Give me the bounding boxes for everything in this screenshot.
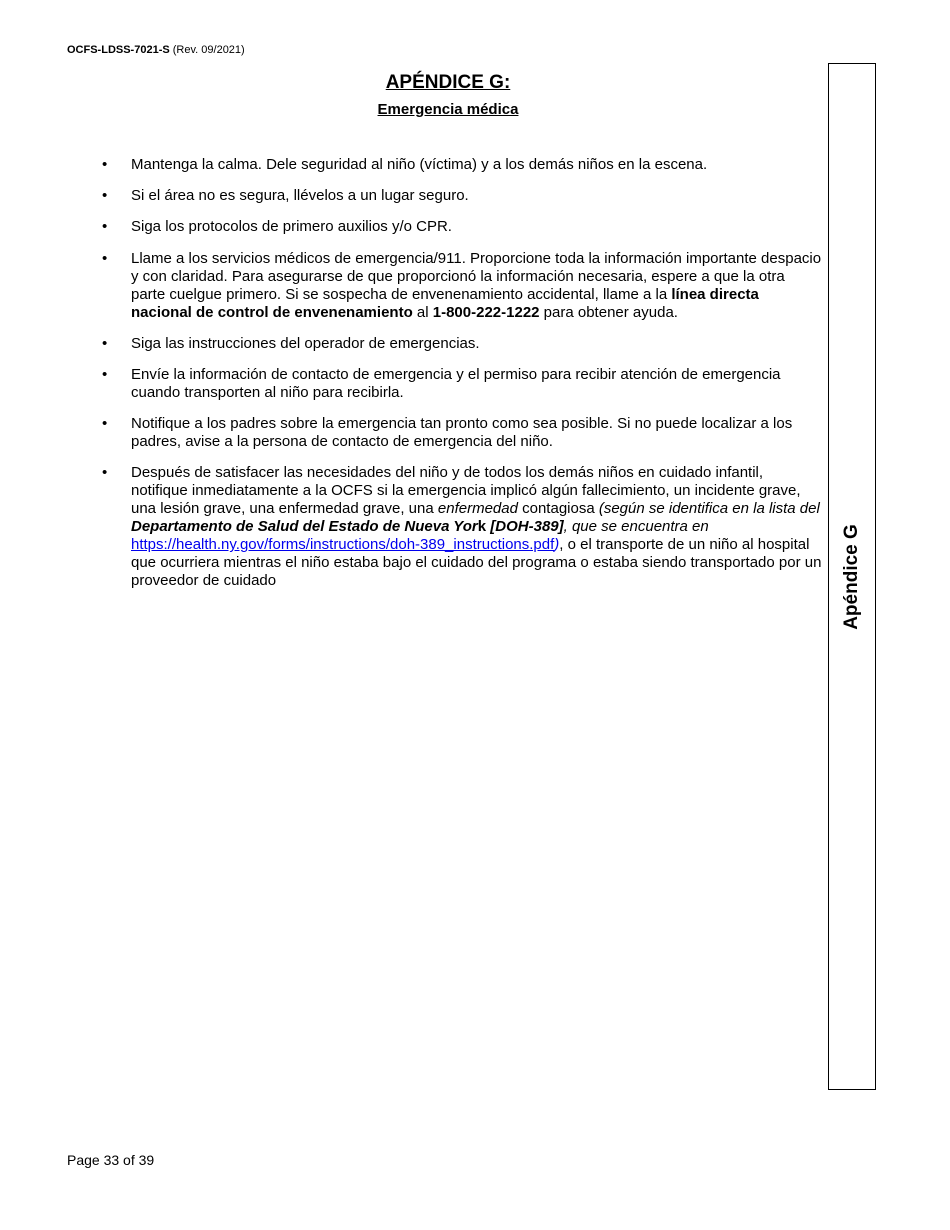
list-item: [100, 187, 822, 205]
item-text: Notifique a los padres sobre la emergencia tan pronto como sea posible. Si no puede localizar a los padres, avise a la persona de contacto de emergencia del niño.: [131, 415, 793, 451]
form-revision: (Rev. 09/2021): [169, 44, 245, 56]
page-title: APÉNDICE G:: [385, 72, 511, 93]
item-text: Siga los protocolos de primero auxilios y/o CPR.: [131, 218, 452, 236]
item-text: Llame a los servicios médicos de emergencia/911. Proporcione toda la información importante despacio y con claridad. Para asegurarse de que proporcionó la información necesaria, espere a que la otra parte cuelgue primero. Si se sospecha de envenenamiento accidental, llame a la: [131, 249, 822, 303]
item-text: al: [412, 303, 433, 321]
item-text: para obtener ayuda.: [539, 303, 678, 321]
item-text: Envíe la información de contacto de emergencia y el permiso para recibir atención de emergencia cuando transporten al niño para recibirla.: [131, 365, 781, 401]
bullet-icon: •: [102, 218, 108, 236]
list-item: [100, 366, 822, 402]
list-item: [100, 464, 822, 590]
doh-389-link[interactable]: https://health.ny.gov/forms/instructions/doh-389_instructions.pdf: [131, 536, 555, 554]
bullet-icon: •: [102, 187, 108, 205]
item-text: Mantenga la calma. Dele seguridad al niño (víctima) y a los demás niños en la escena.: [131, 156, 708, 173]
list-item: [100, 218, 822, 236]
list-item: [100, 156, 822, 174]
list-item: [100, 335, 822, 353]
item-italic-text: (según se identifica en la lista del: [598, 500, 820, 518]
bullet-icon: •: [102, 334, 108, 352]
bullet-icon: •: [102, 415, 108, 433]
bullet-icon: •: [102, 156, 108, 173]
instruction-list: [100, 156, 822, 604]
item-text: Después de satisfacer las necesidades del niño y de todos los demás niños en cuidado infantil, notifique inmediatamente a la OCFS si la emergencia implicó algún fallecimiento, un incidente grave, una lesión grave, una enfermedad grave, una: [131, 464, 801, 518]
poison-hotline-number: 1-800-222-1222: [432, 303, 540, 321]
bullet-icon: •: [102, 249, 108, 267]
health-dept-name: Departamento de Salud del Estado de Nueva York [DOH-389]: [131, 518, 564, 536]
side-tab-label: Apéndice G: [841, 524, 862, 630]
item-italic-text: , que se encuentra en: [563, 518, 709, 536]
bullet-icon: •: [102, 464, 108, 482]
form-code: [67, 44, 245, 56]
item-text: Si el área no es segura, llévelos a un lugar seguro.: [131, 187, 469, 205]
poison-hotline-label: línea directa nacional de control de envenenamiento: [131, 285, 759, 321]
form-code-number: OCFS-LDSS-7021-S: [67, 44, 170, 56]
page-number: Page 33 of 39: [67, 1152, 155, 1168]
page-subtitle: Emergencia médica: [377, 101, 519, 118]
list-item: [100, 250, 822, 322]
item-italic-text: enfermedad: [437, 500, 518, 518]
link-paren: ): [554, 536, 560, 554]
item-text: Siga las instrucciones del operador de emergencias.: [131, 334, 480, 352]
item-text: , o el transporte de un niño al hospital que ocurriera mientras el niño estaba bajo el cuidado del programa o estaba siendo transportado por un proveedor de cuidado: [131, 536, 822, 590]
bullet-icon: •: [102, 365, 108, 383]
item-text: contagiosa: [517, 500, 599, 518]
list-item: [100, 415, 822, 451]
